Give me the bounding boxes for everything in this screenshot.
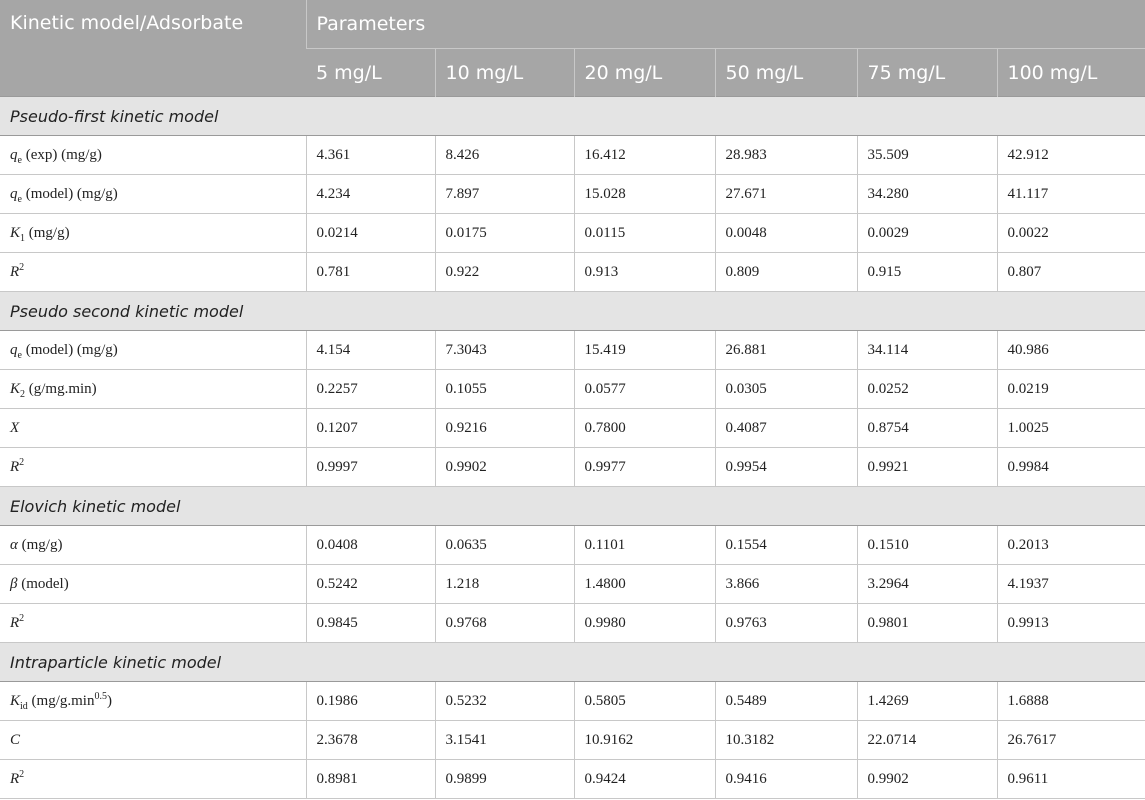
value-cell: 22.0714 [857, 721, 997, 760]
table-row [0, 409, 1145, 448]
table-row [0, 721, 1145, 760]
value-cell: 0.5242 [306, 565, 435, 604]
value-cell: 0.9902 [857, 760, 997, 799]
value-cell: 15.028 [574, 175, 715, 214]
value-cell: 0.9984 [997, 448, 1145, 487]
parameter-label [0, 175, 306, 214]
parameter-label [0, 565, 306, 604]
value-cell: 41.117 [997, 175, 1145, 214]
parameter-symbol: R [10, 770, 20, 787]
table-row [0, 175, 1145, 214]
value-cell: 0.1207 [306, 409, 435, 448]
parameter-symbol: K [10, 224, 21, 241]
value-cell: 28.983 [715, 136, 857, 175]
parameter-subscript: id [20, 700, 28, 712]
parameter-symbol: q [10, 146, 18, 163]
section-row [0, 97, 1145, 136]
unit-superscript: 0.5 [94, 690, 107, 702]
section-title: Pseudo second kinetic model [0, 292, 1145, 331]
value-cell: 0.0219 [997, 370, 1145, 409]
value-cell: 0.9902 [435, 448, 574, 487]
value-cell: 0.9216 [435, 409, 574, 448]
value-cell: 0.9921 [857, 448, 997, 487]
value-cell: 15.419 [574, 331, 715, 370]
value-cell: 1.4269 [857, 682, 997, 721]
value-cell: 0.9997 [306, 448, 435, 487]
value-cell: 4.1937 [997, 565, 1145, 604]
parameter-unit: (model) [17, 575, 69, 592]
table-row [0, 253, 1145, 292]
parameter-unit: (model) (mg/g) [21, 185, 118, 202]
parameter-label [0, 604, 306, 643]
parameter-label [0, 136, 306, 175]
value-cell: 0.1101 [574, 526, 715, 565]
value-cell: 7.3043 [435, 331, 574, 370]
value-cell: 0.0115 [574, 214, 715, 253]
header-parameters: Parameters [306, 0, 1145, 49]
parameter-symbol: q [10, 341, 18, 358]
value-cell: 0.781 [306, 253, 435, 292]
section-title: Pseudo-first kinetic model [0, 97, 1145, 136]
table-row [0, 682, 1145, 721]
parameter-superscript: 2 [19, 456, 25, 468]
parameter-subscript: 1 [20, 232, 26, 244]
header-kinetic-model: Kinetic model/Adsorbate [0, 0, 306, 97]
value-cell: 0.8981 [306, 760, 435, 799]
value-cell: 0.0029 [857, 214, 997, 253]
parameter-symbol: K [10, 692, 21, 709]
value-cell: 0.7800 [574, 409, 715, 448]
value-cell: 4.361 [306, 136, 435, 175]
header-conc: 5 mg/L [306, 49, 435, 97]
parameter-label [0, 448, 306, 487]
value-cell: 1.0025 [997, 409, 1145, 448]
table-row [0, 136, 1145, 175]
value-cell: 0.1986 [306, 682, 435, 721]
value-cell: 0.9845 [306, 604, 435, 643]
value-cell: 4.234 [306, 175, 435, 214]
parameter-symbol: X [10, 419, 20, 436]
value-cell: 0.915 [857, 253, 997, 292]
unit-end: ) [106, 692, 112, 709]
value-cell: 0.9424 [574, 760, 715, 799]
value-cell: 1.218 [435, 565, 574, 604]
header-conc: 75 mg/L [857, 49, 997, 97]
value-cell: 0.0022 [997, 214, 1145, 253]
value-cell: 0.9977 [574, 448, 715, 487]
value-cell: 3.1541 [435, 721, 574, 760]
parameter-unit: (mg/g) [17, 536, 63, 553]
value-cell: 0.5232 [435, 682, 574, 721]
value-cell: 0.0214 [306, 214, 435, 253]
value-cell: 1.6888 [997, 682, 1145, 721]
value-cell: 4.154 [306, 331, 435, 370]
value-cell: 0.0635 [435, 526, 574, 565]
table-row [0, 331, 1145, 370]
value-cell: 0.2013 [997, 526, 1145, 565]
table-row [0, 565, 1145, 604]
value-cell: 0.922 [435, 253, 574, 292]
section-row [0, 643, 1145, 682]
value-cell: 10.9162 [574, 721, 715, 760]
parameter-label [0, 526, 306, 565]
value-cell: 10.3182 [715, 721, 857, 760]
table-row [0, 214, 1145, 253]
value-cell: 2.3678 [306, 721, 435, 760]
value-cell: 0.0305 [715, 370, 857, 409]
value-cell: 0.0175 [435, 214, 574, 253]
section-row [0, 292, 1145, 331]
value-cell: 0.9913 [997, 604, 1145, 643]
parameter-symbol: R [10, 263, 20, 280]
parameter-symbol: C [10, 731, 21, 748]
header-conc: 100 mg/L [997, 49, 1145, 97]
section-row [0, 487, 1145, 526]
table-body [0, 97, 1145, 799]
value-cell: 0.9899 [435, 760, 574, 799]
value-cell: 0.8754 [857, 409, 997, 448]
table-row [0, 370, 1145, 409]
section-title: Intraparticle kinetic model [0, 643, 1145, 682]
parameter-symbol: K [10, 380, 21, 397]
parameter-subscript: e [17, 349, 22, 361]
value-cell: 0.0577 [574, 370, 715, 409]
value-cell: 40.986 [997, 331, 1145, 370]
value-cell: 0.9801 [857, 604, 997, 643]
parameter-label [0, 721, 306, 760]
value-cell: 8.426 [435, 136, 574, 175]
value-cell: 0.9611 [997, 760, 1145, 799]
value-cell: 0.9954 [715, 448, 857, 487]
value-cell: 0.0252 [857, 370, 997, 409]
parameter-symbol: q [10, 185, 18, 202]
parameter-symbol: α [10, 536, 18, 553]
value-cell: 0.1554 [715, 526, 857, 565]
value-cell: 0.1510 [857, 526, 997, 565]
table-header [0, 0, 1145, 97]
parameter-label [0, 253, 306, 292]
value-cell: 34.114 [857, 331, 997, 370]
parameter-unit: (g/mg.min) [25, 380, 97, 397]
value-cell: 0.9416 [715, 760, 857, 799]
table-row [0, 760, 1145, 799]
parameter-subscript: 2 [20, 388, 26, 400]
value-cell: 27.671 [715, 175, 857, 214]
table-row [0, 448, 1145, 487]
value-cell: 0.913 [574, 253, 715, 292]
parameter-symbol: β [10, 575, 18, 592]
parameter-symbol: R [10, 458, 20, 475]
value-cell: 0.2257 [306, 370, 435, 409]
value-cell: 0.4087 [715, 409, 857, 448]
parameter-label [0, 409, 306, 448]
value-cell: 3.866 [715, 565, 857, 604]
value-cell: 26.7617 [997, 721, 1145, 760]
value-cell: 0.9768 [435, 604, 574, 643]
value-cell: 3.2964 [857, 565, 997, 604]
header-conc: 20 mg/L [574, 49, 715, 97]
value-cell: 0.5489 [715, 682, 857, 721]
value-cell: 7.897 [435, 175, 574, 214]
value-cell: 0.9763 [715, 604, 857, 643]
value-cell: 35.509 [857, 136, 997, 175]
parameter-superscript: 2 [19, 768, 25, 780]
parameter-subscript: e [17, 193, 22, 205]
parameter-label [0, 214, 306, 253]
value-cell: 26.881 [715, 331, 857, 370]
value-cell: 16.412 [574, 136, 715, 175]
value-cell: 0.809 [715, 253, 857, 292]
header-conc: 10 mg/L [435, 49, 574, 97]
parameter-unit: (mg/g.min [27, 692, 95, 709]
parameter-superscript: 2 [19, 261, 25, 273]
parameter-subscript: e [17, 154, 22, 166]
value-cell: 0.0048 [715, 214, 857, 253]
parameter-symbol: R [10, 614, 20, 631]
header-conc: 50 mg/L [715, 49, 857, 97]
parameter-label [0, 370, 306, 409]
parameter-superscript: 2 [19, 612, 25, 624]
parameter-unit: (mg/g) [25, 224, 70, 241]
parameter-label [0, 331, 306, 370]
section-title: Elovich kinetic model [0, 487, 1145, 526]
value-cell: 0.1055 [435, 370, 574, 409]
parameter-unit: (exp) (mg/g) [21, 146, 102, 163]
parameter-label [0, 760, 306, 799]
parameter-label [0, 682, 306, 721]
value-cell: 0.5805 [574, 682, 715, 721]
value-cell: 42.912 [997, 136, 1145, 175]
value-cell: 34.280 [857, 175, 997, 214]
parameter-unit: (model) (mg/g) [21, 341, 118, 358]
value-cell: 1.4800 [574, 565, 715, 604]
table-row [0, 526, 1145, 565]
value-cell: 0.0408 [306, 526, 435, 565]
value-cell: 0.9980 [574, 604, 715, 643]
table-row [0, 604, 1145, 643]
value-cell: 0.807 [997, 253, 1145, 292]
